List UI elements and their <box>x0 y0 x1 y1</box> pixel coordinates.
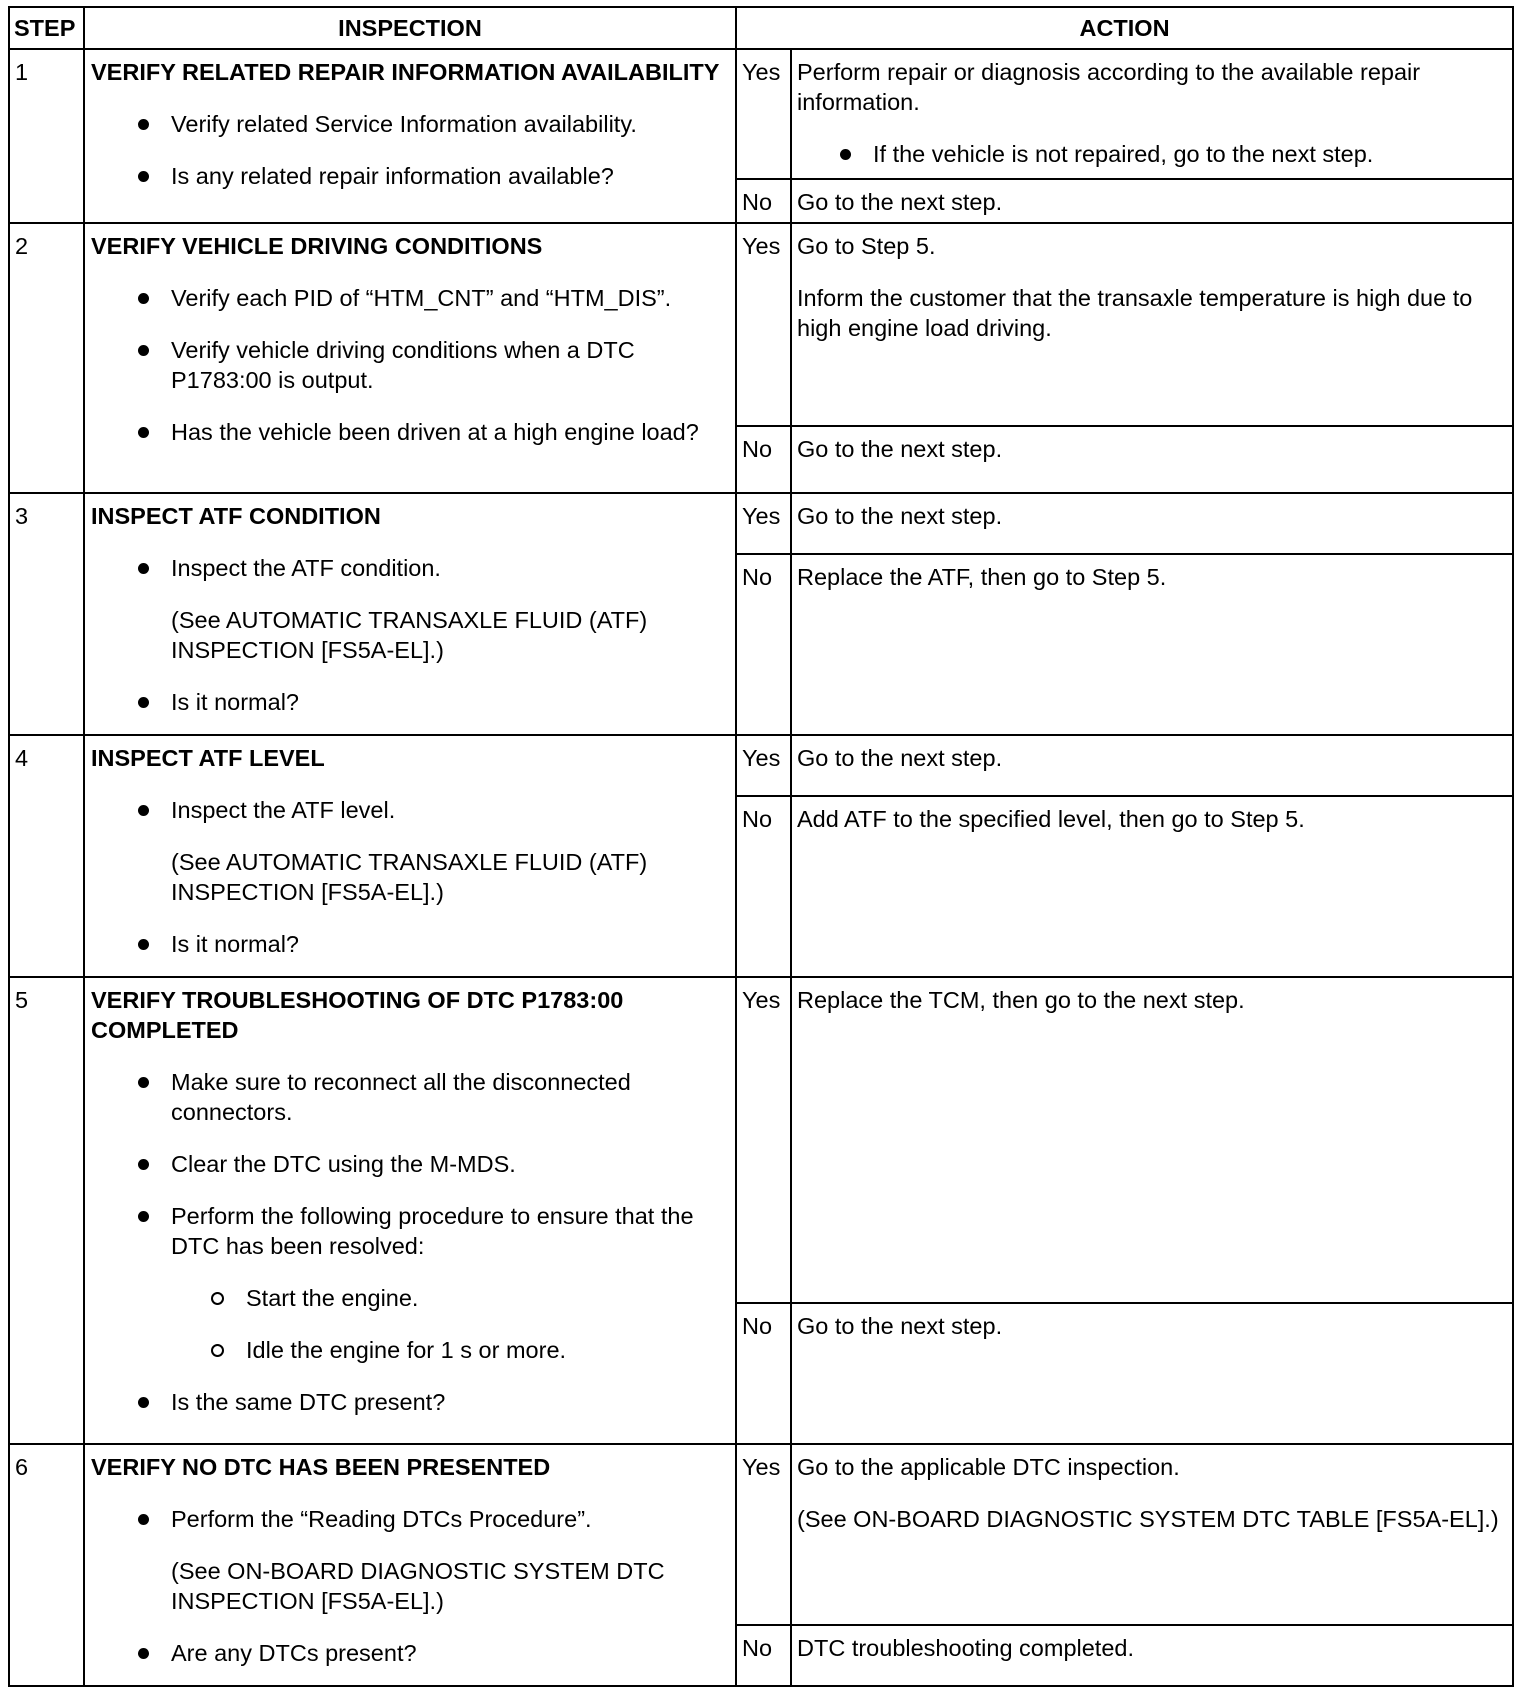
step-3-yes-action: Go to the next step. <box>791 493 1513 554</box>
step-1-title: VERIFY RELATED REPAIR INFORMATION AVAILABILITY <box>91 59 720 85</box>
step-3-title: INSPECT ATF CONDITION <box>91 503 381 529</box>
step-4-number: 4 <box>9 735 84 977</box>
header-inspection: INSPECTION <box>84 7 736 49</box>
step-1-number: 1 <box>9 49 84 223</box>
step-2-no-label: No <box>736 426 791 493</box>
step-4-yes-label: Yes <box>736 735 791 796</box>
step-1-yes-label: Yes <box>736 49 791 179</box>
diagnostic-table <box>8 6 1514 1687</box>
step-6-yes-extra: (See ON-BOARD DIAGNOSTIC SYSTEM DTC TABLE [FS5A-EL].) <box>797 1506 1499 1532</box>
header-action: ACTION <box>736 7 1513 49</box>
step-6-yes-action: Go to the applicable DTC inspection. <box>797 1454 1180 1480</box>
step-3-inspection <box>84 493 736 735</box>
step-6-number: 6 <box>9 1444 84 1686</box>
step-6-no-action: DTC troubleshooting completed. <box>791 1625 1513 1686</box>
step-6-yes-row <box>9 1444 1513 1625</box>
step-2-item-1: Verify each PID of “HTM_CNT” and “HTM_DIS”. <box>91 283 729 313</box>
step-6-item-2: Are any DTCs present? <box>91 1638 729 1668</box>
step-2-inspection <box>84 223 736 493</box>
step-2-yes-action: Go to Step 5. <box>797 233 936 259</box>
step-3-yes-label: Yes <box>736 493 791 554</box>
step-4-no-action: Add ATF to the specified level, then go to Step 5. <box>791 796 1513 977</box>
step-3-item-2: Is it normal? <box>91 687 729 717</box>
step-6-item-1: Perform the “Reading DTCs Procedure”. <box>91 1504 729 1534</box>
step-2-number: 2 <box>9 223 84 493</box>
step-5-subitem-2: Idle the engine for 1 s or more. <box>91 1335 729 1365</box>
step-6-inspection <box>84 1444 736 1686</box>
step-5-item-3: Perform the following procedure to ensure that the DTC has been resolved: <box>91 1201 729 1261</box>
step-2-yes-extra: Inform the customer that the transaxle temperature is high due to high engine load driving. <box>797 285 1473 341</box>
step-4-title: INSPECT ATF LEVEL <box>91 745 325 771</box>
step-1-no-action: Go to the next step. <box>791 179 1513 223</box>
step-3-no-label: No <box>736 554 791 735</box>
step-5-yes-row <box>9 977 1513 1303</box>
step-6-yes-action-cell <box>791 1444 1513 1625</box>
step-5-title: VERIFY TROUBLESHOOTING OF DTC P1783:00 COMPLETED <box>91 987 624 1043</box>
step-6-reference: (See ON-BOARD DIAGNOSTIC SYSTEM DTC INSPECTION [FS5A-EL].) <box>171 1558 665 1614</box>
step-1-inspection <box>84 49 736 223</box>
step-5-subitem-1: Start the engine. <box>91 1283 729 1313</box>
step-1-no-label: No <box>736 179 791 223</box>
step-1-yes-action-cell <box>791 49 1513 179</box>
step-3-yes-row <box>9 493 1513 554</box>
step-5-item-1: Make sure to reconnect all the disconnected connectors. <box>91 1067 729 1127</box>
step-3-item-1: Inspect the ATF condition. <box>91 553 729 583</box>
step-4-yes-row <box>9 735 1513 796</box>
step-5-yes-action: Replace the TCM, then go to the next step. <box>791 977 1513 1303</box>
step-2-item-3: Has the vehicle been driven at a high engine load? <box>91 417 729 447</box>
step-1-item-1: Verify related Service Information availability. <box>91 109 729 139</box>
step-1-item-2: Is any related repair information available? <box>91 161 729 191</box>
step-5-no-label: No <box>736 1303 791 1444</box>
step-4-no-label: No <box>736 796 791 977</box>
step-3-number: 3 <box>9 493 84 735</box>
step-4-inspection <box>84 735 736 977</box>
step-5-number: 5 <box>9 977 84 1444</box>
step-2-yes-label: Yes <box>736 223 791 426</box>
step-6-no-label: No <box>736 1625 791 1686</box>
step-2-yes-action-cell <box>791 223 1513 426</box>
step-5-yes-label: Yes <box>736 977 791 1303</box>
step-5-item-2: Clear the DTC using the M-MDS. <box>91 1149 729 1179</box>
step-4-item-2: Is it normal? <box>91 929 729 959</box>
step-4-yes-action: Go to the next step. <box>791 735 1513 796</box>
table-header-row <box>9 7 1513 49</box>
header-step: STEP <box>9 7 84 49</box>
step-3-reference: (See AUTOMATIC TRANSAXLE FLUID (ATF) INSPECTION [FS5A-EL].) <box>171 607 648 663</box>
step-6-title: VERIFY NO DTC HAS BEEN PRESENTED <box>91 1454 551 1480</box>
step-2-yes-row <box>9 223 1513 426</box>
step-5-no-action: Go to the next step. <box>791 1303 1513 1444</box>
step-1-yes-bullet: If the vehicle is not repaired, go to the next step. <box>797 139 1504 169</box>
step-1-yes-row <box>9 49 1513 179</box>
step-4-item-1: Inspect the ATF level. <box>91 795 729 825</box>
step-3-no-action: Replace the ATF, then go to Step 5. <box>791 554 1513 735</box>
step-1-yes-action: Perform repair or diagnosis according to the available repair information. <box>797 59 1421 115</box>
step-6-yes-label: Yes <box>736 1444 791 1625</box>
step-5-item-4: Is the same DTC present? <box>91 1387 729 1417</box>
step-4-reference: (See AUTOMATIC TRANSAXLE FLUID (ATF) INSPECTION [FS5A-EL].) <box>171 849 648 905</box>
step-2-no-action: Go to the next step. <box>791 426 1513 493</box>
step-5-inspection <box>84 977 736 1444</box>
step-2-title: VERIFY VEHICLE DRIVING CONDITIONS <box>91 233 543 259</box>
step-2-item-2: Verify vehicle driving conditions when a DTC P1783:00 is output. <box>91 335 729 395</box>
